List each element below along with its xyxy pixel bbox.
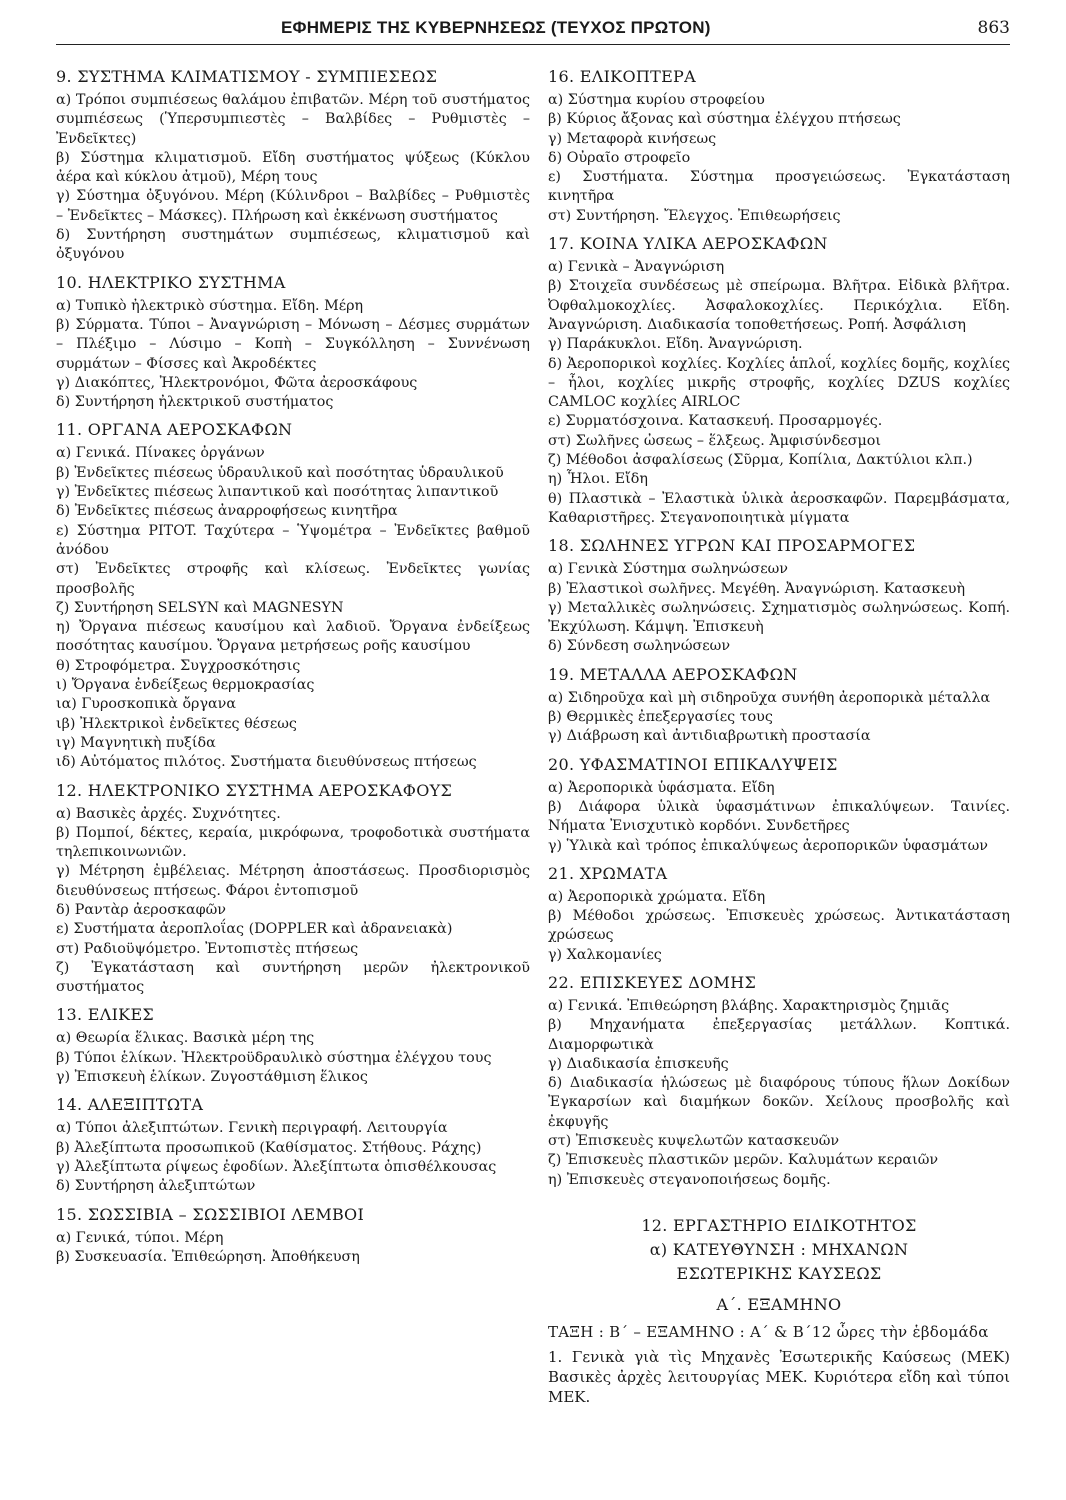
section [548, 528, 1010, 656]
list-item: γ) Μεταφορὰ κινήσεως [548, 130, 717, 147]
section-title: 11. ΟΡΓΑΝΑ ΑΕΡΟΣΚΑΦΩΝ [56, 420, 293, 440]
list-item: ιδ) Αὐτόματος πιλότος. Συστήματα διευθύνσεως πτήσεως [56, 754, 477, 771]
list-item: ια) Γυροσκοπικὰ ὄργανα [56, 696, 237, 713]
list-item: θ) Πλαστικὰ – Ἐλαστικὰ ὑλικὰ ἀεροσκαφῶν. Παρεμβάσματα, Καθαριστῆρες. Στεγανοποιητικὰ μίγματα [548, 490, 1010, 526]
class-line: ΤΑΞΗ : Β΄ – ΕΞΑΜΗΝΟ : Α΄ & Β΄12 ὧρες τὴν ἑβδομάδα [548, 1322, 989, 1341]
section-title: 15. ΣΩΣΣΙΒΙΑ – ΣΩΣΣΙΒΙΟΙ ΛΕΜΒΟΙ [56, 1204, 365, 1224]
list-item: δ) Ἀεροπορικοὶ κοχλίες. Κοχλίες ἁπλοΐ, κοχλίες δομῆς, κοχλίες – ἧλοι, κοχλίες μικρῆς στροφῆς, κοχλίες DZUS κοχλίες CAMLOC κοχλίες AIRLOC [548, 355, 1010, 411]
list-item: γ) Διαδικασία ἐπισκευῆς [548, 1055, 729, 1072]
list-item: γ) Χαλκομανίες [548, 946, 662, 963]
closing-item-1: 1. Γενικὰ γιὰ τὶς Μηχανὲς Ἐσωτερικῆς Καύσεως (ΜΕΚ) Βασικὲς ἀρχὲς λειτουργίας ΜΕΚ. Κυριότερα εἴδη καὶ τύποι ΜΕΚ. [548, 1347, 1010, 1406]
list-item: στ) Σωλῆνες ὠσεως – ἕλξεως. Ἀμφισύνδεσμοι [548, 432, 881, 449]
page-header [56, 18, 1010, 48]
list-item: θ) Στροφόμετρα. Συγχροσκότησις [56, 657, 301, 674]
list-item: β) Στοιχεῖα συνδέσεως μὲ σπείρωμα. Βλῆτρα. Εἰδικὰ βλῆτρα. Ὀφθαλμοκοχλίες. Ἀσφαλοκοχλίες. Περικόχλια. Εἴδη. Ἀναγνώριση. Διαδικασία τοποθετήσεως. Ροπή. Ἀσφάλιση [548, 278, 1010, 333]
list-item: β) Διάφορα ὑλικὰ ὑφασμάτινων ἐπικαλύψεων. Ταινίες. Νήματα Ἐνισχυτικὸ κορδόνι. Συνδετῆρες [548, 798, 1010, 835]
list-item: β) Τύποι ἑλίκων. Ἠλεκτροϋδραυλικὸ σύστημα ἐλέγχου τους [56, 1049, 492, 1066]
list-item: α) Σύστημα κυρίου στροφείου [548, 92, 765, 108]
list-item: β) Κύριος ἄξονας καὶ σύστημα ἐλέγχου πτήσεως [548, 111, 901, 128]
engine-heading: ΕΣΩΤΕΡΙΚΗΣ ΚΑΥΣΕΩΣ [676, 1263, 882, 1283]
section [548, 965, 1010, 1190]
list-item: β) Μέθοδοι χρώσεως. Ἐπισκευὲς χρώσεως. Ἀντικατάσταση χρώσεως [548, 908, 1010, 944]
list-item: στ) Ἐπισκευὲς κυψελωτῶν κατασκευῶν [548, 1133, 840, 1150]
section [548, 747, 1010, 856]
list-item: α) Τύποι ἀλεξιπτώτων. Γενικὴ περιγραφή. Λειτουργία [56, 1120, 448, 1137]
list-item: στ) Ραδιοϋψόμετρο. Ἐντοπιστὲς πτήσεως [56, 940, 359, 957]
section-title: 14. ΑΛΕΞΙΠΤΩΤΑ [56, 1095, 204, 1115]
section [56, 412, 530, 772]
list-item: α) Θεωρία ἕλικας. Βασικὰ μέρη της [56, 1030, 315, 1047]
list-item: ε) Σύστημα PITOT. Ταχύτερα – Ὑψομέτρα – Ἐνδεῖκτες βαθμοῦ ἀνόδου [56, 522, 530, 558]
section-title: 10. ΗΛΕΚΤΡΙΚΟ ΣΥΣΤΗΜΑ [56, 272, 286, 292]
list-item: γ) Ὑλικὰ καὶ τρόπος ἐπικαλύψεως ἀεροπορικῶν ὑφασμάτων [548, 837, 988, 854]
list-item: ζ) Συντήρηση SELSYN καὶ MAGNESYN [56, 599, 344, 616]
list-item: ζ) Ἐγκατάσταση καὶ συντήρηση μερῶν ἠλεκτρονικοῦ συστήματος [56, 959, 530, 996]
list-item: δ) Οὐραῖο στροφεῖο [548, 149, 691, 166]
list-item: ε) Συρματόσχοινα. Κατασκευή. Προσαρμογές. [548, 413, 883, 430]
list-item: α) Γενικὰ – Ἀναγνώριση [548, 259, 725, 276]
list-item: στ) Συντήρηση. Ἔλεγχος. Ἐπιθεωρήσεις [548, 207, 841, 224]
section [56, 997, 530, 1087]
list-item: α) Σιδηροῦχα καὶ μὴ σιδηροῦχα συνήθη ἀεροπορικὰ μέταλλα [548, 689, 991, 706]
right-column [548, 66, 1010, 1407]
list-item: β) Μηχανήματα ἐπεξεργασίας μετάλλων. Κοπτικά. Διαμορφωτικὰ [548, 1017, 1010, 1053]
page-number: 863 [977, 18, 1010, 38]
list-item: δ) Σύνδεση σωληνώσεων [548, 638, 731, 655]
list-item: γ) Παράκυκλοι. Εἴδη. Ἀναγνώριση. [548, 336, 803, 353]
list-item: β) Σύστημα κλιματισμοῦ. Εἴδη συστήματος ψύξεως (Κύκλου ἀέρα καὶ κύκλου ἀτμοῦ), Μέρη τους [56, 149, 530, 186]
section-title: 13. ΕΛΙΚΕΣ [56, 1005, 155, 1025]
section [56, 1087, 530, 1196]
list-item: στ) Ἐνδεῖκτες στροφῆς καὶ κλίσεως. Ἐνδεῖκτες γωνίας προσβολῆς [56, 561, 530, 597]
list-item: δ) Ἐνδεῖκτες πιέσεως ἀναρροφήσεως κινητῆρα [56, 503, 398, 520]
list-item: γ) Ἐπισκευὴ ἑλίκων. Ζυγοστάθμιση ἕλικος [56, 1069, 368, 1086]
list-item: ζ) Μέθοδοι ἀσφαλίσεως (Σῦρμα, Κοπίλια, Δακτύλιοι κλπ.) [548, 452, 973, 469]
list-item: γ) Ἐνδεῖκτες πιέσεως λιπαντικοῦ καὶ ποσότητας λιπαντικοῦ [56, 484, 499, 501]
list-item: ιβ) Ἠλεκτρικοὶ ἐνδεῖκτες θέσεως [56, 715, 297, 732]
list-item: η) Ὄργανα πιέσεως καυσίμου καὶ λαδιοῦ. Ὄργανα ἐνδείξεως ποσότητας καυσίμου. Ὄργανα μετρήσεως ροῆς καυσίμου [56, 619, 530, 655]
section-title: 19. ΜΕΤΑΛΛΑ ΑΕΡΟΣΚΑΦΩΝ [548, 664, 798, 684]
list-item: β) Πομποί, δέκτες, κεραία, μικρόφωνα, τροφοδοτικὰ συστήματα τηλεπικοινωνιῶν. [56, 824, 530, 861]
semester-heading: Α΄. ΕΞΑΜΗΝΟ [716, 1294, 842, 1314]
gazette-title: ΕΦΗΜΕΡΙΣ ΤΗΣ ΚΥΒΕΡΝΗΣΕΩΣ (ΤΕΥΧΟΣ ΠΡΩΤΟΝ) [281, 18, 711, 37]
list-item: α) Ἀεροπορικὰ χρώματα. Εἴδη [548, 888, 766, 905]
section-title: 9. ΣΥΣΤΗΜΑ ΚΛΙΜΑΤΙΣΜΟΥ - ΣΥΜΠΙΕΣΕΩΣ [56, 67, 438, 86]
list-item: ιγ) Μαγνητικὴ πυξίδα [56, 734, 216, 751]
section-title: 16. ΕΛΙΚΟΠΤΕΡΑ [548, 67, 696, 86]
list-item: β) Ἐνδεῖκτες πιέσεως ὑδραυλικοῦ καὶ ποσότητας ὑδραυλικοῦ [56, 464, 504, 481]
workshop-heading: 12. ΕΡΓΑΣΤΗΡΙΟ ΕΙΔΙΚΟΤΗΤΟΣ [641, 1215, 917, 1235]
section-title: 12. ΗΛΕΚΤΡΟΝΙΚΟ ΣΥΣΤΗΜΑ ΑΕΡΟΣΚΑΦΟΥΣ [56, 780, 453, 800]
list-item: δ) Ραντὰρ ἀεροσκαφῶν [56, 901, 226, 918]
list-item: ζ) Ἐπισκευὲς πλαστικῶν μερῶν. Καλυμάτων κεραιῶν [548, 1152, 939, 1169]
section [56, 265, 530, 413]
list-item: γ) Διάβρωση καὶ ἀντιδιαβρωτικὴ προστασία [548, 728, 871, 745]
section [56, 66, 530, 265]
section-title: 21. ΧΡΩΜΑΤΑ [548, 863, 668, 883]
list-item: ε) Συστήματα. Σύστημα προσγειώσεως. Ἐγκατάσταση κινητῆρα [548, 169, 1010, 205]
list-item: ε) Συστήματα ἀεροπλοΐας (DOPPLER καὶ ἀδρανειακὰ) [56, 921, 453, 938]
section [548, 66, 1010, 226]
list-item: β) Συσκευασία. Ἐπιθεώρηση. Ἀποθήκευση [56, 1248, 360, 1265]
list-item: α) Τρόποι συμπιέσεως θαλάμου ἐπιβατῶν. Μέρη τοῦ συστήματος συμπιέσεως (Ὑπερσυμπιεστὲς – Βαλβίδες – Ρυθμιστὲς – Ἐνδεῖκτες) [56, 92, 530, 147]
section [56, 773, 530, 998]
list-item: ι) Ὄργανα ἐνδείξεως θερμοκρασίας [56, 677, 315, 694]
list-item: α) Γενικά. Ἐπιθεώρηση βλάβης. Χαρακτηρισμὸς ζημιᾶς [548, 997, 950, 1014]
direction-heading: α) ΚΑΤΕΥΘΥΝΣΗ : ΜΗΧΑΝΩΝ [649, 1239, 909, 1259]
list-item: γ) Μέτρηση ἐμβέλειας. Μέτρηση ἀποστάσεως. Προσδιορισμὸς διευθύνσεως πτήσεως. Φάροι ἐντοπισμοῦ [56, 863, 530, 899]
list-item: δ) Διαδικασία ἡλώσεως μὲ διαφόρους τύπους ἥλων Δοκίδων Ἐγκαρσίων καὶ διαμήκων δοκῶν. Χείλους προσβολῆς καὶ ἐκφυγῆς [548, 1075, 1010, 1130]
list-item: γ) Διακόπτες, Ἠλεκτρονόμοι, Φῶτα ἀεροσκάφους [56, 374, 418, 391]
list-item: α) Βασικὲς ἀρχές. Συχνότητες. [56, 805, 281, 822]
list-item: α) Γενικὰ Σύστημα σωληνώσεων [548, 561, 788, 578]
section [548, 657, 1010, 747]
list-item: δ) Συντήρηση συστημάτων συμπιέσεως, κλιματισμοῦ καὶ ὀξυγόνου [56, 227, 530, 263]
list-item: α) Γενικά, τύποι. Μέρη [56, 1229, 224, 1246]
section-title: 20. ΥΦΑΣΜΑΤΙΝΟΙ ΕΠΙΚΑΛΥΨΕΙΣ [548, 754, 838, 774]
list-item: α) Γενικά. Πίνακες ὀργάνων [56, 445, 265, 462]
list-item: β) Ἀλεξίπτωτα προσωπικοῦ (Καθίσματος. Στήθους. Ράχης) [56, 1139, 482, 1156]
list-item: γ) Μεταλλικὲς σωληνώσεις. Σχηματισμὸς σωληνώσεως. Κοπή. Ἐκχύλωση. Κάμψη. Ἐπισκευὴ [548, 599, 1010, 636]
list-item: γ) Σύστημα ὀξυγόνου. Μέρη (Κύλινδροι – Βαλβίδες – Ρυθμιστὲς – Ἐνδεῖκτες – Μάσκες). Πλήρωση καὶ ἐκκένωση συστήματος [56, 188, 530, 224]
list-item: β) Σύρματα. Τύποι – Ἀναγνώριση – Μόνωση – Δέσμες συρμάτων – Πλέξιμο – Λύσιμο – Κοπὴ – Συγκόλληση – Συννένωση συρμάτων – Φίσσες καὶ Ἀκροδέκτες [56, 316, 530, 372]
section-title: 17. ΚΟΙΝΑ ΥΛΙΚΑ ΑΕΡΟΣΚΑΦΩΝ [548, 234, 828, 254]
list-item: α) Ἀεροπορικὰ ὑφάσματα. Εἴδη [548, 779, 775, 796]
list-item: α) Τυπικὸ ἠλεκτρικὸ σύστημα. Εἴδη. Μέρη [56, 297, 364, 314]
section-title: 18. ΣΩΛΗΝΕΣ ΥΓΡΩΝ ΚΑΙ ΠΡΟΣΑΡΜΟΓΕΣ [548, 536, 916, 556]
section [56, 1197, 530, 1268]
header-rule [56, 44, 1010, 45]
list-item: β) Θερμικὲς ἐπεξεργασίες τους [548, 709, 773, 726]
list-item: δ) Συντήρηση ἠλεκτρικοῦ συστήματος [56, 394, 334, 411]
section [548, 856, 1010, 965]
section-title: 22. ΕΠΙΣΚΕΥΕΣ ΔΟΜΗΣ [548, 972, 757, 992]
list-item: β) Ἐλαστικοὶ σωλῆνες. Μεγέθη. Ἀναγνώριση. Κατασκευὴ [548, 580, 966, 597]
list-item: η) Ἧλοι. Εἴδη [548, 471, 648, 488]
left-column [56, 66, 530, 1267]
list-item: δ) Συντήρηση ἀλεξιπτώτων [56, 1178, 256, 1195]
list-item: γ) Ἀλεξίπτωτα ρίψεως ἐφοδίων. Ἀλεξίπτωτα ὀπισθέλκουσας [56, 1158, 497, 1175]
list-item: η) Ἐπισκευὲς στεγανοποιήσεως δομῆς. [548, 1171, 831, 1188]
section [548, 226, 1010, 528]
